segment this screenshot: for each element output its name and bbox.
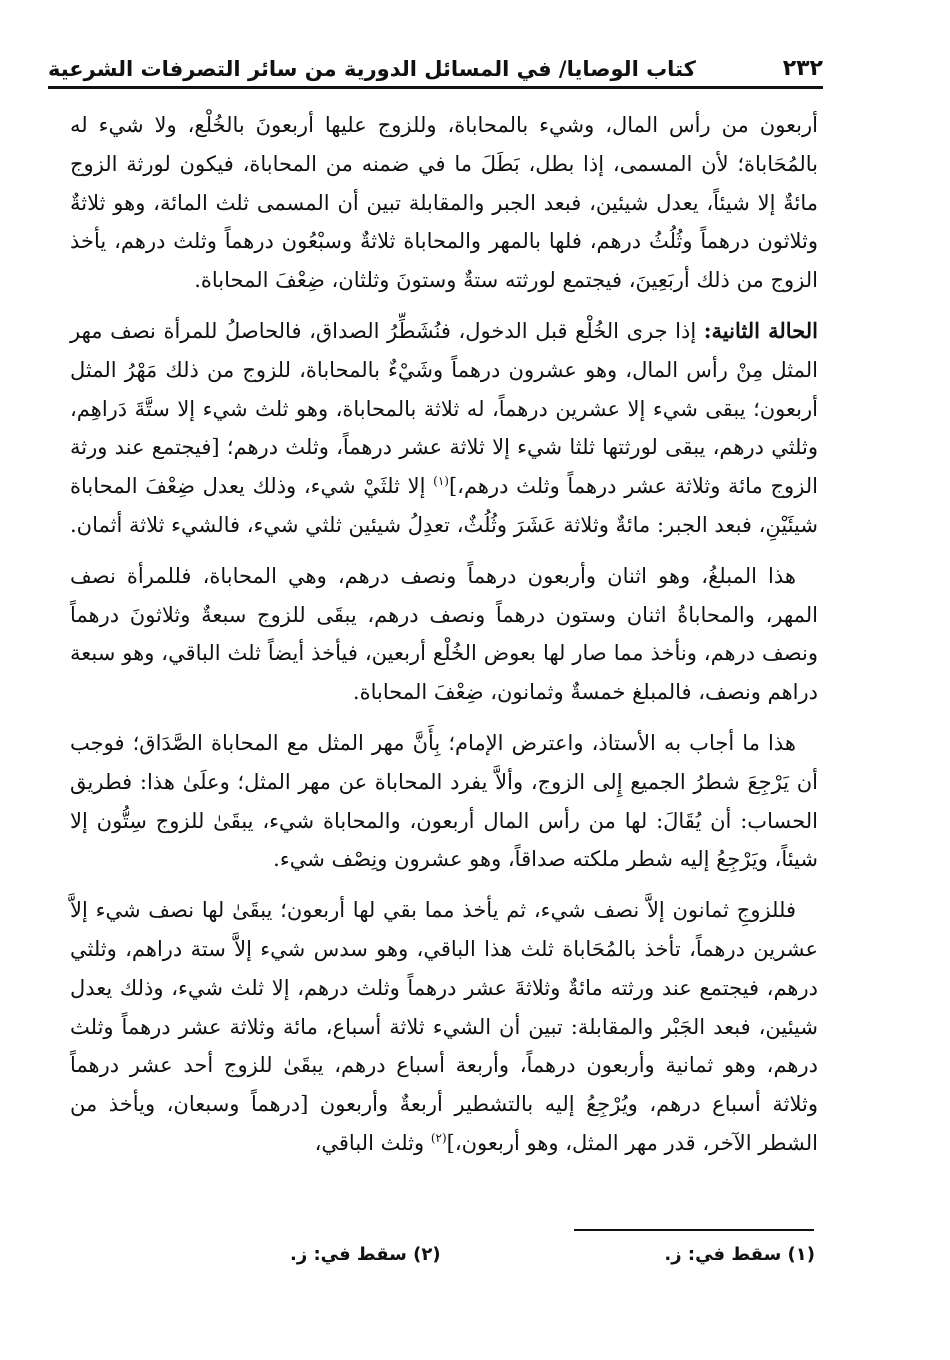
- paragraph-2: [70, 312, 818, 545]
- footnote-ref-2: (٢): [430, 1130, 447, 1145]
- main-text: [70, 106, 818, 1175]
- footnote-divider: [574, 1229, 814, 1231]
- page-header: [48, 40, 823, 80]
- paragraph-text: هذا ما أجاب به الأستاذ، واعترض الإمام؛ بِأَنَّ مهر المثل مع المحاباة الصَّدَاق؛ فوجب أن يَرْجِعَ شطرُ الجميع إِلى الزوج، وألاَّ يفرد المحاباة عن مهر المثل؛ وعلَىٰ هذا: فطريق الحساب: أن يُقَالَ: لها من رأس المال أربعون، والمحاباة شيء، يبقَىٰ للزوج سِتُّون إلا شيئاً، ويَرْجِعُ إليه شطر ملكته صداقاً، وهو عشرون ونِصْف شيء.: [70, 730, 818, 872]
- running-title: كتاب الوصايا/ في المسائل الدورية من سائر التصرفات الشرعية: [48, 57, 696, 81]
- footnote-2: (٢) سقط في: ز.: [290, 1243, 441, 1265]
- paragraph-3: [70, 557, 818, 712]
- paragraph-5: [70, 891, 818, 1163]
- footnote-1: (١) سقط في: ز.: [664, 1243, 815, 1265]
- paragraph-text: فللزوجِ ثمانون إلاَّ نصف شيء، ثم يأخذ مما بقي لها أربعون؛ يبقَىٰ لها نصف شيء إلاَّ عشرين درهماً، تأخذ بالمُحَاباة ثلث هذا الباقي، وهو سدس شيء إلاَّ ستة دراهم، وثلثي درهم، فيجتمع عند ورثته مائةٌ وثلاثةَ عشر درهماً وثلث درهم، إلا ثلث شيء، وذلك يعدل شيئين، فبعد الجَبْر والمقابلة: تبين أن الشيء ثلاثة أسباع، مائة وثلاثة عشر درهماً وثلث درهم، وهو ثمانية وأربعون درهماً، وأربعة أسباع درهم، يبقَىٰ للزوج أحد عشر درهماً وثلاثة أسباع درهم، ويُرْجِعُ إليه بالتشطير أربعةٌ وأربعون [درهماً وسبعان، ويأخذ من الشطر الآخر، قدر مهر المثل، وهو أربعون،]: [70, 898, 818, 1155]
- paragraph-text-continued: إلا ثلثَيْ شيء، وذلك يعدل ضِعْفَ المحاباة شيئَيْنِ، فبعد الجبر: مائةٌ وثلاثة عَشَرَ وثُلُثٌ، تعدِلُ شيئين ثلثي شيء، فالشيء ثلاثة أثمان.: [69, 474, 818, 537]
- case-heading: الحالة الثانية:: [703, 317, 818, 343]
- paragraph-4: [70, 724, 818, 879]
- header-divider: [48, 86, 823, 89]
- paragraph-text: أربعون من رأس المال، وشيء بالمحاباة، وللزوج عليها أربعونَ بالخُلْع، ولا شيء له بالمُحَاباة؛ لأن المسمى، إذا بطل، بَطَلَ ما في ضمنه من المحاباة، فيكون لورثة الزوج مائةٌ إلا شيئاً، يعدل شيئين، فبعد الجبر والمقابلة تبين أن المسمى ثلث المائة، وهو ثلاثةٌ وثلاثون درهماً وثُلُثُ درهم، فلها بالمهر والمحاباة ثلاثةٌ وسبْعُون درهماً وثلث درهم، يأخذ الزوج من ذلك أربَعِينَ، فيجتمع لورثته ستةٌ وستونَ وثلثان، ضِعْفَ المحاباة.: [70, 113, 818, 293]
- footnotes: [290, 1240, 815, 1268]
- page-number: ٢٣٢: [782, 56, 823, 81]
- footnote-ref-1: (١): [433, 474, 449, 489]
- paragraph-text: إذا جرى الخُلْع قبل الدخول، فنُشَطِّرُ الصداق، فالحاصلُ للمرأة نصف مهر المثل مِنْ رأس المال، وهو عشرون درهماً وشَيْءٌ بالمحاباة، للزوج من ذلك مَهْرُ المثل أربعون؛ يبقى شيء إلا عشرين درهماً، له ثلاثة بالمحاباة، وهو ثلث شيء إلا ستَّةَ دَراهِم، وثلثي درهم، يبقى لورثتها ثلثا شيء إلا ثلاثة عشر درهماً، وثلث درهم؛ [فيجتمع عند ورثة الزوج مائة وثلاثة عشر درهماً وثلث درهم،]: [70, 318, 819, 499]
- paragraph-text-continued: وثلث الباقي،: [314, 1130, 431, 1155]
- paragraph-text: هذا المبلغُ، وهو اثنان وأربعون درهماً ونصف درهم، وهي المحاباة، فللمرأة نصف المهر، والمحاباةُ اثنان وستون درهماً ونصف درهم، يبقَى للزوج سبعةٌ وثلاثونَ درهماً ونصف درهم، ونأخذ مما صار لها بعوض الخُلْع أربعين، فيأخذ أيضاً ثلث الباقي، وهو سبعة دراهم ونصف، فالمبلغ خمسةٌ وثمانون، ضِعْفَ المحاباة.: [70, 563, 818, 705]
- paragraph-1: [70, 106, 818, 300]
